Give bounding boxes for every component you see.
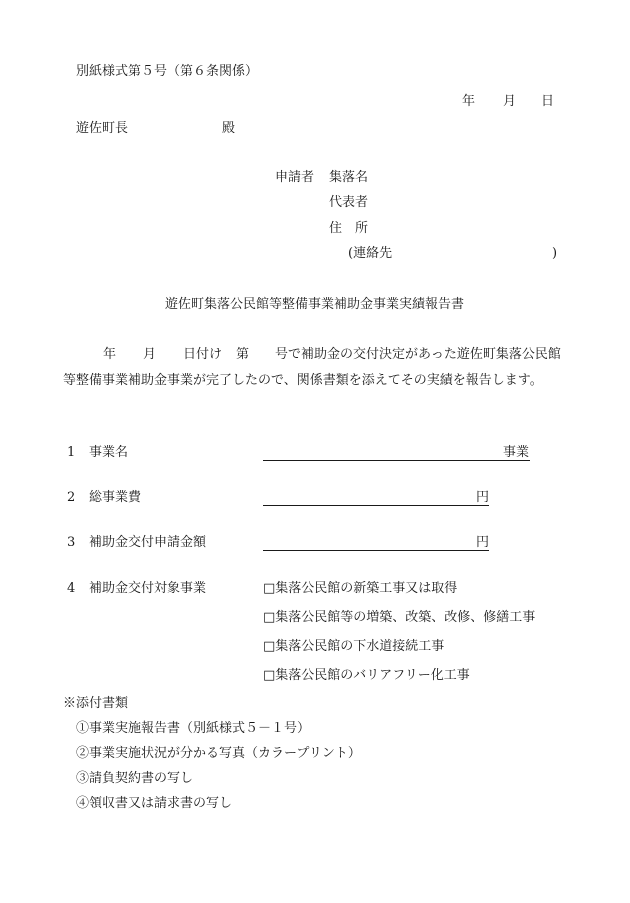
option-label: 集落公民館の新築工事又は取得 (275, 581, 458, 596)
option-label: 集落公民館のバリアフリー化工事 (275, 668, 470, 683)
date-month: 月 (503, 94, 517, 109)
item-1-label: 事業名 (89, 445, 129, 460)
item-3-underline (263, 550, 489, 551)
option-label: 集落公民館の下水道接続工事 (275, 639, 445, 654)
date-year: 年 (462, 94, 476, 109)
item-1-num: 1 (67, 445, 76, 460)
item-1-suffix: 事業 (503, 445, 530, 460)
option-label: 集落公民館等の増築、改築、改修、修繕工事 (275, 610, 536, 625)
body-line2: 等整備事業補助金事業が完了したので、関係書類を添えてその実績を報告します。 (63, 373, 543, 388)
body-year: 年 (103, 347, 117, 362)
checkbox-icon[interactable]: □ (263, 668, 276, 683)
address-label: 住 所 (329, 221, 369, 236)
village-label: 集落名 (329, 170, 369, 185)
body-date-suffix: 日付け (183, 347, 223, 362)
attachment-item-2: ②事業実施状況が分かる写真（カラープリント） (76, 746, 361, 761)
representative-label: 代表者 (329, 195, 369, 210)
attachment-item-1: ①事業実施報告書（別紙様式５－１号） (76, 721, 311, 736)
item-2-suffix: 円 (476, 490, 490, 505)
item-2-num: 2 (67, 490, 76, 505)
attachment-item-4: ④領収書又は請求書の写し (76, 796, 233, 811)
option-extension-renovation[interactable] (263, 610, 535, 626)
checkbox-icon[interactable]: □ (263, 610, 276, 625)
item-1-underline (263, 460, 530, 461)
body-line1-rest: 号で補助金の交付決定があった遊佐町集落公民館 (275, 347, 561, 362)
body-month: 月 (143, 347, 157, 362)
option-sewer-connection[interactable] (263, 639, 444, 655)
attachment-item-3: ③請負契約書の写し (76, 771, 194, 786)
option-barrier-free[interactable] (263, 668, 470, 684)
option-new-construction[interactable] (263, 581, 457, 597)
applicant-label: 申請者 (275, 170, 315, 185)
item-4-num: 4 (67, 581, 76, 596)
body-no-prefix: 第 (236, 347, 250, 362)
item-3-suffix: 円 (476, 535, 490, 550)
document-title: 遊佐町集落公民館等整備事業補助金事業実績報告書 (165, 297, 465, 312)
item-4-label: 補助金交付対象事業 (89, 581, 207, 596)
contact-open: (連絡先 (348, 246, 393, 261)
item-3-label: 補助金交付申請金額 (89, 535, 207, 550)
checkbox-icon[interactable]: □ (263, 639, 276, 654)
form-id: 別紙様式第５号（第６条関係） (76, 64, 259, 79)
attachments-heading: ※添付書類 (63, 696, 129, 711)
contact-close: ) (552, 246, 558, 261)
item-2-underline (263, 505, 489, 506)
item-2-label: 総事業費 (89, 490, 142, 505)
addressee-name: 遊佐町長 (76, 121, 129, 136)
addressee-honorific: 殿 (222, 121, 236, 136)
item-3-num: 3 (67, 535, 76, 550)
checkbox-icon[interactable]: □ (263, 581, 276, 596)
date-day: 日 (541, 94, 555, 109)
